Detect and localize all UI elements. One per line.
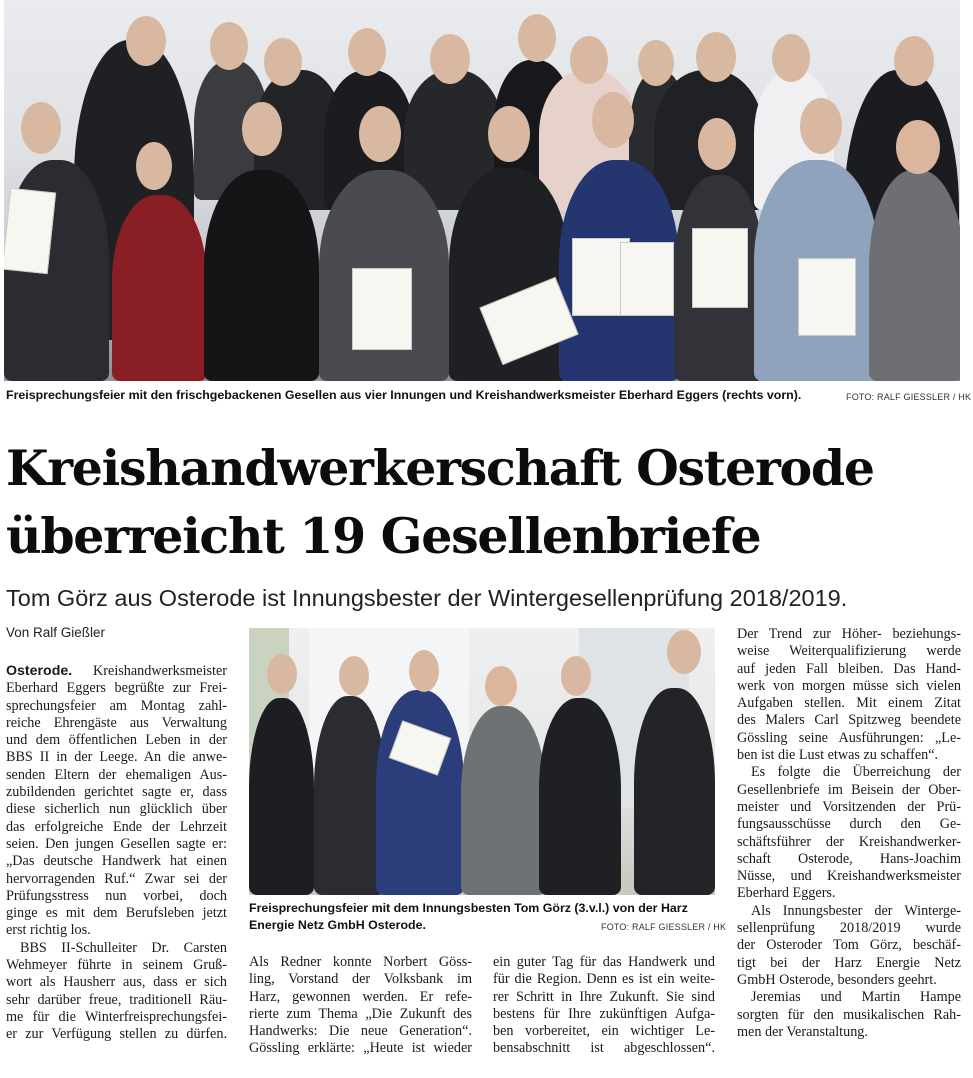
col1-line: Kreishandwerksmeister bbox=[93, 663, 227, 679]
col4-line: weise Weiterqualifizierung werde bbox=[737, 643, 961, 660]
col2-line: Handwerks: Die neue Generation“. bbox=[249, 1023, 472, 1040]
article-column-3 bbox=[493, 954, 715, 1058]
article-column-2 bbox=[249, 954, 472, 1058]
article-column-4 bbox=[737, 626, 961, 1041]
col1-line: ginge es mit dem Berufsleben jetzt bbox=[6, 905, 227, 922]
col3-line: bensabschnitt ist abgeschlossen“. bbox=[493, 1040, 715, 1057]
col4-line: ben ist die Lust etwas zu schaffen“. bbox=[737, 747, 939, 764]
headline-line-1: Kreishandwerkerschaft Osterode bbox=[6, 439, 874, 497]
col2-line: Gössling erklärte: „Heute ist wieder bbox=[249, 1040, 472, 1057]
article-column-1 bbox=[6, 663, 227, 1044]
col4-line: meister und Vorsitzenden der Prü- bbox=[737, 798, 961, 815]
col3-line: für die Region. Denn es ist ein weite- bbox=[493, 971, 715, 988]
col2-line: rierte zum Thema „Die Zukunft des bbox=[249, 1005, 472, 1022]
byline: Von Ralf Gießler bbox=[6, 625, 106, 640]
col4-line: Nüsse, und Kreishandwerksmeister bbox=[737, 868, 961, 885]
col4-line: Aufgaben stellen. Mit einem Zitat bbox=[737, 695, 961, 712]
group-photo bbox=[4, 0, 960, 381]
col1-line: me für die Winterfreisprechungsfei- bbox=[6, 1008, 227, 1025]
col4-line: Eberhard Eggers. bbox=[737, 885, 836, 902]
col4-line: Jeremias und Martin Hampe bbox=[751, 989, 961, 1006]
col3-line: bestens für Ihre zukünftigen Aufga- bbox=[493, 1005, 715, 1022]
col4-line: schaft Osterode, Hans-Joachim bbox=[737, 850, 961, 867]
col1-line: seien. Den jungen Gesellen sagte er: bbox=[6, 835, 227, 852]
dateline-place: Osterode. bbox=[6, 663, 73, 679]
col4-line: auf jeden Fall bleiben. Das Hand- bbox=[737, 660, 961, 677]
col1-line: diese sicherlich nun glücklich über bbox=[6, 801, 227, 818]
col1-line: Prüfungsstress nun vorbei, doch bbox=[6, 887, 227, 904]
col4-line: men der Veranstaltung. bbox=[737, 1023, 868, 1040]
col1-line: und dem öffentlichen Leben in der bbox=[6, 732, 227, 749]
col1-line: „Das deutsche Handwerk hat einen bbox=[6, 853, 227, 870]
col1-line: senden Eltern der ehemaligen Aus- bbox=[6, 766, 227, 783]
col4-line: Gesellenbriefe im Beisein der Ober- bbox=[737, 781, 961, 798]
col3-line: ben vorbereitet, ein wichtiger Le- bbox=[493, 1023, 715, 1040]
col1-line: er zur Verfügung stellen zu dürfen. bbox=[6, 1026, 227, 1043]
award-photo-caption-line-2: Energie Netz GmbH Osterode. bbox=[249, 918, 426, 932]
subheadline: Tom Görz aus Osterode ist Innungsbester der Wintergesellenprüfung 2018/2019. bbox=[6, 585, 848, 611]
col4-line: Es folgte die Überreichung der bbox=[751, 764, 961, 781]
col1-line: das erfolgreiche Ende der Lehrzeit bbox=[6, 818, 227, 835]
award-photo-caption-line-1: Freisprechungsfeier mit dem Innungsbesten Tom Görz (3.v.l.) von der Harz bbox=[249, 901, 688, 915]
col4-line: Als Innungsbester der Winterge- bbox=[751, 902, 961, 919]
col1-line: hervorragenden Ruf.“ Zwar sei der bbox=[6, 870, 227, 887]
col2-line: Als Redner konnte Norbert Göss- bbox=[249, 954, 472, 970]
col1-line: Wehmeyer führte in seinem Gruß- bbox=[6, 957, 227, 974]
col1-line: erst richtig los. bbox=[6, 922, 91, 939]
col1-line: BBS II-Schulleiter Dr. Carsten bbox=[20, 939, 227, 956]
col4-line: der Osteroder Tom Görz, beschäf- bbox=[737, 937, 961, 954]
col1-line: reiche Ehrengäste aus Verwaltung bbox=[6, 714, 227, 731]
col4-line: fungsausschüsse durch den Ge- bbox=[737, 816, 961, 833]
col1-line: wort als Hausherr aus, dass er sich bbox=[6, 974, 227, 991]
award-photo-credit: FOTO: RALF GIESSLER / HK bbox=[601, 922, 727, 932]
photo-caption: Freisprechungsfeier mit den frischgebackenen Gesellen aus vier Innungen und Kreishandwerksmeister Eberhard Eggers (rechts vorn). bbox=[6, 388, 802, 402]
award-photo bbox=[249, 628, 715, 895]
col4-line: schäftsführer der Kreishandwerker- bbox=[737, 833, 961, 850]
col4-line: tigt bei der Harz Energie Netz bbox=[737, 954, 961, 971]
col4-line: sellenprüfung 2018/2019 wurde bbox=[737, 920, 961, 937]
col1-line: sprechungsfeier am Montag zahl- bbox=[6, 697, 227, 714]
col1-line: sehr darüber freue, traditionell Räu- bbox=[6, 991, 227, 1008]
col4-line: des Malers Carl Spitzweg beendete bbox=[737, 712, 961, 729]
col1-line: BBS II in der Leege. An die anwe- bbox=[6, 749, 227, 766]
col2-line: ling, Vorstand der Volksbank im bbox=[249, 971, 472, 988]
col4-line: werk von morgen müsse sich vielen bbox=[737, 677, 961, 694]
col4-line: sorgten für den musikalischen Rah- bbox=[737, 1006, 961, 1023]
col3-line: rer Schritt in Ihre Zukunft. Sie sind bbox=[493, 988, 715, 1005]
col4-line: GmbH Osterode, besonders geehrt. bbox=[737, 971, 937, 988]
photo-credit: FOTO: RALF GIESSLER / HK bbox=[846, 392, 972, 402]
col1-line: Eberhard Eggers begrüßte zur Frei- bbox=[6, 680, 227, 697]
headline-line-2: überreicht 19 Gesellenbriefe bbox=[6, 507, 761, 565]
col4-line: Der Trend zur Höher- beziehungs- bbox=[737, 626, 961, 642]
col3-line: ein guter Tag für das Handwerk und bbox=[493, 954, 715, 970]
col1-line: zubildenden gerichtet sagte er, dass bbox=[6, 784, 227, 801]
col4-line: Gössling seine Ausführungen: „Le- bbox=[737, 729, 961, 746]
col2-line: Harz, gewonnen werden. Er refe- bbox=[249, 988, 472, 1005]
